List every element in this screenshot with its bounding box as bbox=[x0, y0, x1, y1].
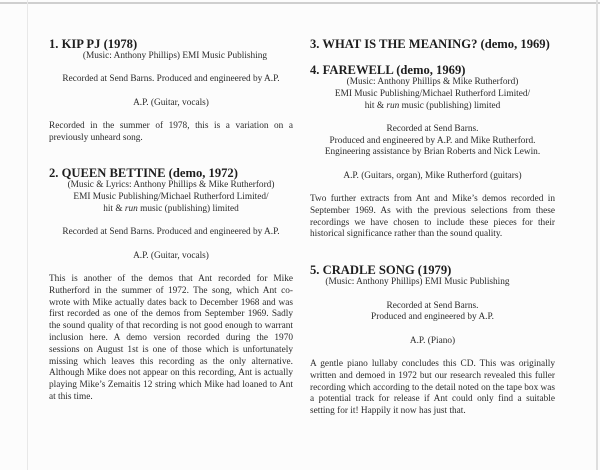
track-recording-info: Engineering assistance by Brian Roberts and Nick Lewin. bbox=[324, 147, 541, 158]
credit-rest: music (publishing) limited bbox=[137, 204, 239, 215]
page-top-edge bbox=[0, 2, 600, 4]
track-credits: (Music: Anthony Phillips) EMI Music Publishing bbox=[325, 277, 510, 288]
track-recording-info: Recorded at Send Barns. Produced and engineered by A.P. bbox=[62, 74, 280, 85]
track-credits: (Music & Lyrics: Anthony Phillips & Mike Rutherford) bbox=[67, 180, 275, 191]
credit-run: run bbox=[386, 100, 400, 111]
track-title: 5. CRADLE SONG (1979) bbox=[310, 263, 452, 278]
page-right-edge bbox=[596, 0, 598, 470]
credit-hit: hit & bbox=[364, 100, 387, 111]
track-notes: Recorded in the summer of 1978, this is a variation on a previously unheard song. bbox=[49, 120, 293, 143]
track-credits bbox=[49, 204, 293, 216]
track-1 bbox=[49, 37, 293, 144]
track-credits: (Music: Anthony Phillips) EMI Music Publishing bbox=[82, 51, 268, 61]
track-credits: EMI Music Publishing/Michael Rutherford Limited/ bbox=[334, 88, 531, 99]
track-notes: Two further extracts from Ant and Mike’s demos recorded in September 1969. As with the previous selections from these recordings we have chosen to include these pieces for their historical significance rather than the sound quality. bbox=[310, 194, 555, 240]
track-personnel: A.P. (Guitar, vocals) bbox=[133, 250, 209, 261]
track-personnel: A.P. (Guitars, organ), Mike Rutherford (guitars) bbox=[343, 170, 522, 181]
track-recording-info: Recorded at Send Barns. bbox=[386, 123, 479, 134]
right-column bbox=[310, 37, 555, 418]
track-credits: EMI Music Publishing/Michael Rutherford Limited/ bbox=[73, 192, 269, 203]
track-5 bbox=[310, 263, 555, 418]
track-notes: A gentle piano lullaby concludes this CD. This was originally written and demoed in 1972 but our research revealed this fuller recording which according to the detail noted on the tape box was a potential track for release if Ant could only find a suitable setting for it! Happily it now has just that. bbox=[310, 358, 555, 417]
track-credits: (Music: Anthony Phillips & Mike Rutherford) bbox=[346, 77, 519, 87]
track-personnel: A.P. (Piano) bbox=[409, 335, 456, 346]
track-personnel: A.P. (Guitar, vocals) bbox=[133, 97, 209, 108]
track-recording-info: Recorded at Send Barns. bbox=[386, 300, 479, 311]
track-credits bbox=[310, 101, 555, 113]
credit-hit: hit & bbox=[103, 204, 125, 215]
track-recording-info: Recorded at Send Barns. Produced and engineered by A.P. bbox=[62, 227, 280, 238]
credit-rest: music (publishing) limited bbox=[399, 100, 501, 111]
track-recording-info: Produced and engineered by A.P. bbox=[371, 312, 494, 323]
credit-run: run bbox=[124, 204, 138, 215]
track-2 bbox=[49, 166, 293, 403]
booklet-fold-line bbox=[27, 0, 28, 470]
track-title: 4. FAREWELL (demo, 1969) bbox=[310, 63, 466, 77]
track-title: 1. KIP PJ (1978) bbox=[49, 37, 138, 51]
track-title: 2. QUEEN BETTINE (demo, 1972) bbox=[49, 166, 238, 181]
track-recording-info: Produced and engineered by A.P. and Mike Rutherford. bbox=[329, 135, 536, 146]
left-column bbox=[49, 37, 293, 404]
track-title: 3. WHAT IS THE MEANING? (demo, 1969) bbox=[310, 37, 550, 51]
track-3 bbox=[310, 37, 555, 51]
track-4 bbox=[310, 63, 555, 241]
track-notes: This is another of the demos that Ant recorded for Mike Rutherford in the summer of 1972. The song, which Ant co-wrote with Mike actually dates back to December 1968 and was first recorded as one of the demos from September 1969. Sadly the sound quality of that recording is not good enough to warrant inclusion here. A demo version recorded during the 1970 sessions on August 1st is one of those which is unfortunately missing which leaves this recording as the only alternative. Although Mike does not appear on this recording, Ant is actually playing Mike’s Zemaitis 12 string which Mike had loaned to Ant at this time. bbox=[49, 273, 293, 402]
